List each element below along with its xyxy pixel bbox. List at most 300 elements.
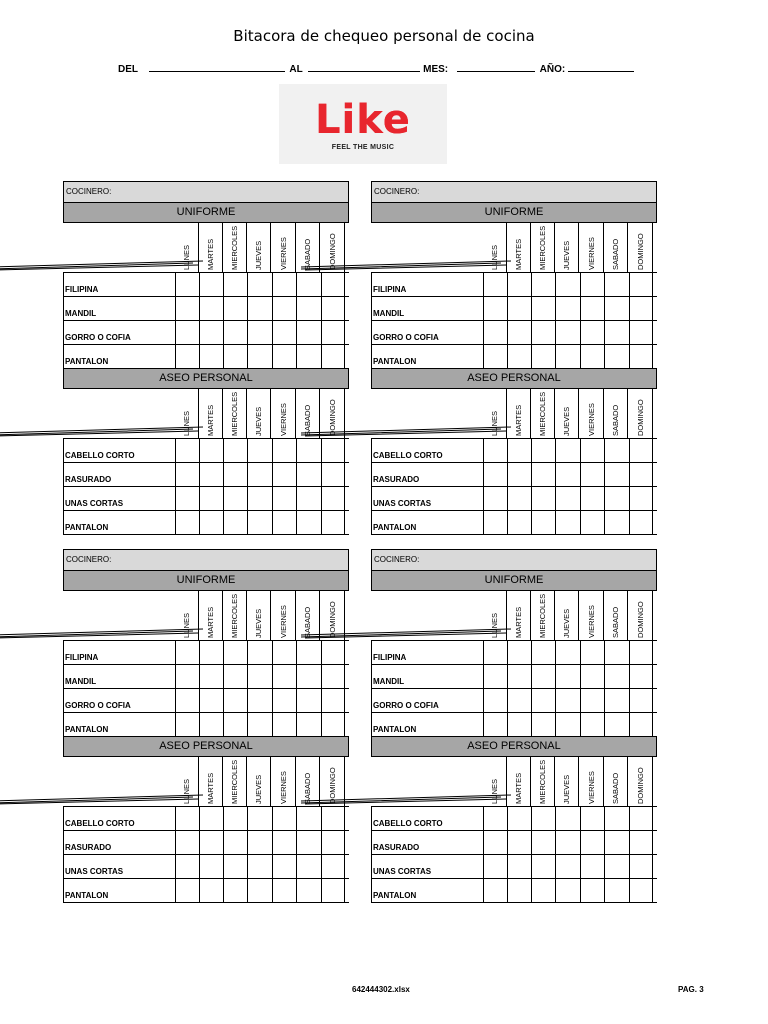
aseo-section-header: ASEO PERSONAL [371, 369, 657, 389]
check-cell[interactable] [223, 273, 247, 296]
check-cell[interactable] [580, 487, 604, 510]
check-cell[interactable] [223, 879, 247, 902]
check-cell[interactable] [629, 831, 653, 854]
footer-filename: 642444302.xlsx [352, 985, 410, 994]
day-label: MIERCOLES [537, 593, 547, 638]
check-cell[interactable] [247, 463, 271, 486]
cocinero-field[interactable]: COCINERO: [63, 549, 349, 571]
check-cell[interactable] [531, 297, 555, 320]
day-column-header [272, 591, 296, 640]
check-cell[interactable] [223, 807, 247, 830]
day-label: DOMINGO [327, 399, 337, 436]
check-cell[interactable] [629, 689, 653, 712]
day-column-header [629, 757, 653, 806]
day-column-header [247, 223, 271, 272]
check-cell[interactable] [604, 463, 628, 486]
day-label: VIERNES [586, 237, 596, 270]
check-cell[interactable] [321, 665, 345, 688]
check-cell[interactable] [321, 321, 345, 344]
check-cell[interactable] [321, 831, 345, 854]
check-cell[interactable] [507, 665, 531, 688]
item-label: PANTALON [65, 357, 109, 366]
check-cell[interactable] [604, 665, 628, 688]
check-cell[interactable] [580, 297, 604, 320]
check-cell[interactable] [247, 273, 271, 296]
day-label: SABADO [302, 606, 312, 638]
check-cell[interactable] [507, 831, 531, 854]
check-cell[interactable] [296, 487, 320, 510]
check-cell[interactable] [321, 879, 345, 902]
day-column-header [272, 757, 296, 806]
check-cell[interactable] [531, 689, 555, 712]
check-cell[interactable] [247, 297, 271, 320]
item-label: FILIPINA [65, 653, 99, 662]
check-cell[interactable] [555, 487, 579, 510]
day-label: VIERNES [586, 605, 596, 638]
cocinero-field[interactable]: COCINERO: [371, 181, 657, 203]
table-row [64, 831, 349, 855]
check-cell[interactable] [296, 463, 320, 486]
day-label: SABADO [610, 238, 620, 270]
al-label: AL [289, 64, 303, 75]
check-cell[interactable] [175, 321, 199, 344]
table-row [64, 439, 349, 463]
check-cell[interactable] [272, 297, 296, 320]
check-cell[interactable] [507, 321, 531, 344]
check-cell[interactable] [629, 463, 653, 486]
check-cell[interactable] [175, 511, 199, 534]
check-cell[interactable] [272, 713, 296, 736]
check-cell[interactable] [247, 641, 271, 664]
check-cell[interactable] [296, 831, 320, 854]
check-cell[interactable] [604, 273, 628, 296]
check-cell[interactable] [272, 665, 296, 688]
day-label: DOMINGO [635, 601, 645, 638]
check-cell[interactable] [629, 855, 653, 878]
day-column-header [629, 591, 653, 640]
check-cell[interactable] [175, 463, 199, 486]
day-column-header [580, 591, 604, 640]
check-cell[interactable] [531, 807, 555, 830]
check-cell[interactable] [223, 345, 247, 368]
check-cell[interactable] [199, 321, 223, 344]
day-label: VIERNES [278, 403, 288, 436]
check-cell[interactable] [321, 297, 345, 320]
check-cell[interactable] [555, 665, 579, 688]
day-label: JUEVES [253, 774, 263, 804]
check-cell[interactable] [483, 487, 507, 510]
check-cell[interactable] [555, 321, 579, 344]
check-cell[interactable] [555, 713, 579, 736]
day-column-header [223, 389, 247, 438]
item-label: PANTALON [65, 891, 109, 900]
check-cell[interactable] [507, 511, 531, 534]
check-cell[interactable] [580, 713, 604, 736]
day-column-header [555, 591, 579, 640]
check-cell[interactable] [580, 511, 604, 534]
table-row [372, 463, 657, 487]
day-label: SABADO [302, 238, 312, 270]
check-cell[interactable] [531, 879, 555, 902]
check-cell[interactable] [483, 879, 507, 902]
check-cell[interactable] [629, 511, 653, 534]
check-cell[interactable] [321, 713, 345, 736]
check-cell[interactable] [296, 665, 320, 688]
check-cell[interactable] [321, 345, 345, 368]
check-cell[interactable] [629, 345, 653, 368]
check-cell[interactable] [321, 511, 345, 534]
check-cell[interactable] [629, 297, 653, 320]
item-label: PANTALON [373, 725, 417, 734]
check-cell[interactable] [175, 831, 199, 854]
check-cell[interactable] [555, 297, 579, 320]
day-label: DOMINGO [635, 233, 645, 270]
check-cell[interactable] [555, 511, 579, 534]
check-cell[interactable] [483, 297, 507, 320]
check-cell[interactable] [175, 641, 199, 664]
table-row [372, 855, 657, 879]
footer-page-number: PAG. 3 [678, 985, 704, 994]
check-cell[interactable] [604, 297, 628, 320]
check-cell[interactable] [223, 665, 247, 688]
check-cell[interactable] [580, 665, 604, 688]
check-cell[interactable] [507, 855, 531, 878]
check-cell[interactable] [483, 273, 507, 296]
check-cell[interactable] [296, 855, 320, 878]
item-label: FILIPINA [373, 285, 407, 294]
check-cell[interactable] [175, 689, 199, 712]
check-cell[interactable] [272, 831, 296, 854]
check-cell[interactable] [580, 689, 604, 712]
mes-blank[interactable] [457, 61, 535, 72]
check-cell[interactable] [604, 511, 628, 534]
check-cell[interactable] [507, 297, 531, 320]
check-cell[interactable] [296, 439, 320, 462]
check-cell[interactable] [321, 641, 345, 664]
check-cell[interactable] [629, 273, 653, 296]
check-cell[interactable] [483, 321, 507, 344]
check-cell[interactable] [507, 879, 531, 902]
check-cell[interactable] [199, 463, 223, 486]
check-cell[interactable] [199, 831, 223, 854]
check-cell[interactable] [604, 855, 628, 878]
check-cell[interactable] [321, 689, 345, 712]
cocinero-field[interactable]: COCINERO: [371, 549, 657, 571]
item-label: RASURADO [65, 843, 112, 852]
check-cell[interactable] [555, 831, 579, 854]
check-cell[interactable] [175, 439, 199, 462]
pen-stroke-marks [301, 259, 511, 271]
table-row [64, 665, 349, 689]
check-cell[interactable] [483, 463, 507, 486]
check-cell[interactable] [321, 807, 345, 830]
check-cell[interactable] [555, 463, 579, 486]
check-cell[interactable] [580, 831, 604, 854]
day-column-header [175, 757, 199, 806]
table-row [372, 297, 657, 321]
check-cell[interactable] [223, 463, 247, 486]
check-cell[interactable] [272, 511, 296, 534]
check-cell[interactable] [272, 487, 296, 510]
uniforme-days-header [371, 591, 657, 640]
check-cell[interactable] [531, 273, 555, 296]
check-cell[interactable] [629, 879, 653, 902]
check-cell[interactable] [555, 345, 579, 368]
check-cell[interactable] [483, 855, 507, 878]
item-label: RASURADO [373, 843, 420, 852]
check-cell[interactable] [604, 439, 628, 462]
check-cell[interactable] [199, 273, 223, 296]
check-cell[interactable] [629, 807, 653, 830]
day-label: LUNES [489, 244, 499, 270]
check-cell[interactable] [223, 297, 247, 320]
check-cell[interactable] [175, 879, 199, 902]
check-cell[interactable] [199, 689, 223, 712]
check-cell[interactable] [580, 321, 604, 344]
check-cell[interactable] [580, 273, 604, 296]
check-cell[interactable] [555, 807, 579, 830]
check-cell[interactable] [247, 855, 271, 878]
check-cell[interactable] [223, 321, 247, 344]
check-cell[interactable] [321, 463, 345, 486]
check-cell[interactable] [247, 879, 271, 902]
check-cell[interactable] [272, 879, 296, 902]
check-cell[interactable] [507, 463, 531, 486]
check-cell[interactable] [223, 713, 247, 736]
check-cell[interactable] [296, 689, 320, 712]
check-cell[interactable] [604, 321, 628, 344]
check-cell[interactable] [247, 487, 271, 510]
check-cell[interactable] [199, 807, 223, 830]
check-cell[interactable] [483, 689, 507, 712]
check-cell[interactable] [223, 831, 247, 854]
check-cell[interactable] [483, 807, 507, 830]
check-cell[interactable] [247, 713, 271, 736]
check-cell[interactable] [296, 807, 320, 830]
table-row [64, 297, 349, 321]
check-cell[interactable] [604, 345, 628, 368]
check-cell[interactable] [531, 487, 555, 510]
check-cell[interactable] [604, 689, 628, 712]
check-cell[interactable] [555, 879, 579, 902]
day-column-header [531, 389, 555, 438]
check-cell[interactable] [199, 487, 223, 510]
check-cell[interactable] [272, 345, 296, 368]
check-cell[interactable] [580, 439, 604, 462]
check-cell[interactable] [531, 321, 555, 344]
item-label: UNAS CORTAS [65, 499, 124, 508]
check-cell[interactable] [223, 689, 247, 712]
check-cell[interactable] [223, 439, 247, 462]
item-label: PANTALON [65, 523, 109, 532]
check-cell[interactable] [555, 855, 579, 878]
check-cell[interactable] [604, 831, 628, 854]
table-row [372, 831, 657, 855]
check-cell[interactable] [175, 487, 199, 510]
check-cell[interactable] [604, 641, 628, 664]
day-label: DOMINGO [327, 767, 337, 804]
check-cell[interactable] [223, 641, 247, 664]
check-cell[interactable] [629, 487, 653, 510]
check-cell[interactable] [199, 345, 223, 368]
check-cell[interactable] [629, 641, 653, 664]
check-cell[interactable] [272, 855, 296, 878]
cocinero-field[interactable]: COCINERO: [63, 181, 349, 203]
check-cell[interactable] [629, 321, 653, 344]
check-cell[interactable] [483, 713, 507, 736]
check-cell[interactable] [296, 345, 320, 368]
check-cell[interactable] [507, 641, 531, 664]
check-cell[interactable] [199, 297, 223, 320]
check-cell[interactable] [604, 807, 628, 830]
check-cell[interactable] [175, 273, 199, 296]
check-cell[interactable] [223, 487, 247, 510]
check-cell[interactable] [199, 879, 223, 902]
check-cell[interactable] [272, 273, 296, 296]
day-label: MARTES [205, 606, 215, 638]
day-label: MARTES [513, 238, 523, 270]
table-row [64, 689, 349, 713]
check-cell[interactable] [580, 463, 604, 486]
check-cell[interactable] [483, 831, 507, 854]
check-cell[interactable] [175, 297, 199, 320]
del-blank[interactable] [149, 61, 285, 72]
check-cell[interactable] [629, 665, 653, 688]
check-cell[interactable] [483, 439, 507, 462]
check-cell[interactable] [531, 641, 555, 664]
check-cell[interactable] [531, 511, 555, 534]
check-cell[interactable] [272, 689, 296, 712]
item-label: RASURADO [373, 475, 420, 484]
day-label: MARTES [513, 606, 523, 638]
check-cell[interactable] [272, 807, 296, 830]
check-cell[interactable] [247, 831, 271, 854]
ano-blank[interactable] [568, 61, 634, 72]
check-cell[interactable] [175, 665, 199, 688]
check-cell[interactable] [296, 273, 320, 296]
check-cell[interactable] [272, 439, 296, 462]
check-cell[interactable] [507, 439, 531, 462]
check-cell[interactable] [531, 713, 555, 736]
check-cell[interactable] [629, 439, 653, 462]
table-row [372, 273, 657, 297]
check-cell[interactable] [580, 641, 604, 664]
check-cell[interactable] [296, 511, 320, 534]
check-cell[interactable] [247, 439, 271, 462]
check-cell[interactable] [247, 665, 271, 688]
check-cell[interactable] [580, 807, 604, 830]
check-cell[interactable] [175, 345, 199, 368]
check-cell[interactable] [247, 689, 271, 712]
day-label: LUNES [489, 612, 499, 638]
check-cell[interactable] [175, 855, 199, 878]
check-cell[interactable] [604, 879, 628, 902]
check-cell[interactable] [321, 439, 345, 462]
check-cell[interactable] [321, 487, 345, 510]
check-cell[interactable] [531, 665, 555, 688]
check-cell[interactable] [272, 641, 296, 664]
item-label: PANTALON [373, 891, 417, 900]
check-cell[interactable] [580, 855, 604, 878]
check-cell[interactable] [555, 273, 579, 296]
check-cell[interactable] [507, 713, 531, 736]
day-column-header [580, 223, 604, 272]
day-label: MIERCOLES [537, 391, 547, 436]
check-cell[interactable] [199, 511, 223, 534]
check-cell[interactable] [175, 807, 199, 830]
check-cell[interactable] [247, 807, 271, 830]
check-cell[interactable] [199, 665, 223, 688]
check-cell[interactable] [247, 321, 271, 344]
check-cell[interactable] [223, 511, 247, 534]
item-label: GORRO O COFIA [373, 701, 439, 710]
check-cell[interactable] [247, 511, 271, 534]
day-column-header [223, 223, 247, 272]
check-cell[interactable] [604, 713, 628, 736]
check-cell[interactable] [531, 855, 555, 878]
check-cell[interactable] [483, 345, 507, 368]
check-cell[interactable] [483, 511, 507, 534]
check-cell[interactable] [531, 439, 555, 462]
check-cell[interactable] [580, 345, 604, 368]
day-column-header [199, 223, 223, 272]
day-column-header [555, 389, 579, 438]
check-cell[interactable] [296, 321, 320, 344]
check-cell[interactable] [555, 641, 579, 664]
check-cell[interactable] [531, 345, 555, 368]
aseo-items-table [371, 438, 657, 535]
check-cell[interactable] [507, 273, 531, 296]
check-cell[interactable] [296, 879, 320, 902]
al-blank[interactable] [308, 61, 420, 72]
check-cell[interactable] [604, 487, 628, 510]
check-cell[interactable] [247, 345, 271, 368]
day-column-header [247, 757, 271, 806]
check-cell[interactable] [483, 665, 507, 688]
day-column-header [604, 223, 628, 272]
check-cell[interactable] [199, 439, 223, 462]
check-cell[interactable] [580, 879, 604, 902]
check-cell[interactable] [223, 855, 247, 878]
table-row [64, 487, 349, 511]
check-cell[interactable] [531, 831, 555, 854]
check-cell[interactable] [272, 321, 296, 344]
check-cell[interactable] [531, 463, 555, 486]
check-cell[interactable] [175, 713, 199, 736]
check-cell[interactable] [555, 439, 579, 462]
check-cell[interactable] [321, 273, 345, 296]
check-cell[interactable] [507, 345, 531, 368]
check-cell[interactable] [321, 855, 345, 878]
check-cell[interactable] [483, 641, 507, 664]
check-cell[interactable] [199, 713, 223, 736]
ano-label: AÑO: [539, 64, 566, 75]
check-cell[interactable] [629, 713, 653, 736]
check-cell[interactable] [199, 641, 223, 664]
check-cell[interactable] [296, 713, 320, 736]
check-cell[interactable] [272, 463, 296, 486]
check-cell[interactable] [199, 855, 223, 878]
check-cell[interactable] [296, 297, 320, 320]
check-cell[interactable] [507, 487, 531, 510]
day-column-header [272, 389, 296, 438]
check-cell[interactable] [507, 689, 531, 712]
check-cell[interactable] [555, 689, 579, 712]
aseo-section-header: ASEO PERSONAL [63, 737, 349, 757]
check-cell[interactable] [507, 807, 531, 830]
check-cell[interactable] [296, 641, 320, 664]
day-column-header [483, 223, 507, 272]
